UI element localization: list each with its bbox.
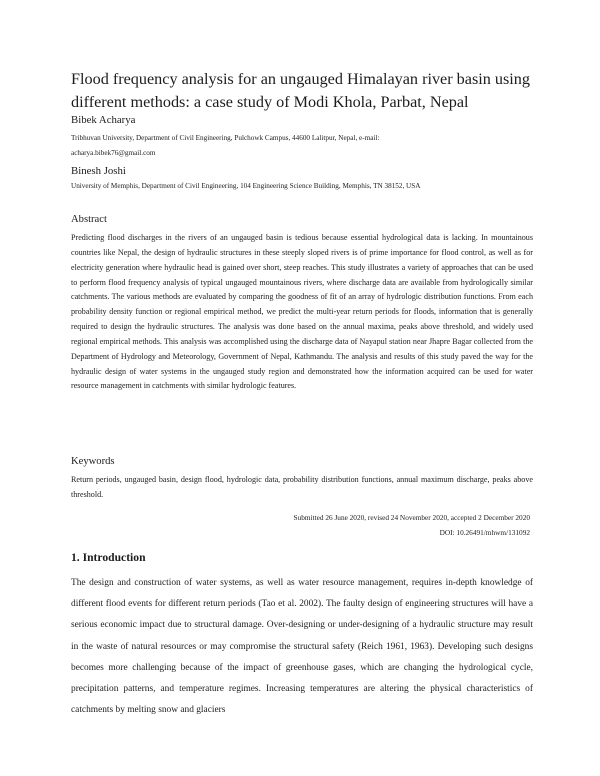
introduction-heading: 1. Introduction [71,551,146,564]
author-name-1: Bibek Acharya [71,114,136,126]
author-name-2: Binesh Joshi [71,165,126,177]
keywords-heading: Keywords [71,456,115,467]
submission-info [294,510,530,540]
abstract-heading: Abstract [71,214,107,225]
keywords-text: Return periods, ungauged basin, design flood, hydrologic data, probability distribution functions, annual maximum discharge, peaks above threshold. [71,475,533,499]
introduction-text: The design and construction of water systems, as well as water resource management, requires in-depth knowledge of different flood events for different return periods (Tao et al. 2002). The faulty design of engineering structures will have a serious economic impact due to structural damage. Over-designing or under-designing of a hydraulic structure may result in the waste of natural resources or may compromise the structural safety (Reich 1961, 1963). Developing such designs becomes more challenging because of the impact of greenhouse gases, which are changing the hydrological cycle, precipitation patterns, and temperature regimes. Increasing temperatures are altering the physical characteristics of catchments by melting snow and glaciers [71,578,533,716]
paper-title: Flood frequency analysis for an ungauged Himalayan river basin using different methods: a case study of Modi Khola, Parbat, Nepal [71,70,530,111]
author-affiliation-2: University of Memphis, Department of Civil Engineering, 104 Engineering Science Building, Memphis, TN 38152, USA [71,182,421,190]
affiliation-line: Tribhuvan University, Department of Civil Engineering, Pulchowk Campus, 44600 Lalitpur, Nepal, e-mail: [71,134,380,142]
abstract-text: Predicting flood discharges in the rivers of an ungauged basin is tedious because essential hydrological data is lacking. In mountainous countries like Nepal, the design of hydraulic structures in these steeply sloped rivers is of prime importance for flood control, as well as for electricity generation where hydraulic head is gained over short, steep reaches. This study illustrates a variety of approaches that can be used to perform flood frequency analysis of typical ungauged mountainous rivers, where discharge data are available from hydrologically similar catchments. The various methods are evaluated by comparing the goodness of fit of an array of hydrologic distribution functions. From each probability density function or regional empirical method, we predict the multi-year return periods for floods, information that is generally required to design the hydraulic structures. The analysis was done based on the annual maxima, peaks above threshold, and widely used regional empirical methods. This analysis was accomplished using the discharge data of Nayapul station near Jhapre Bagar collected from the Department of Hydrology and Meteorology, Government of Nepal, Kathmandu. The analysis and results of this study paved the way for the hydraulic design of water systems in the ungauged study region and demonstrated how the information acquired can be used for water resource management in catchments with similar hydrologic features. [71,233,533,391]
author-affiliation-1 [71,131,541,161]
doi: DOI: 10.26491/mhwm/131092 [439,528,530,538]
author-email: acharya.bibek76@gmail.com [71,149,156,158]
submission-dates: Submitted 26 June 2020, revised 24 November 2020, accepted 2 December 2020 [293,513,530,522]
